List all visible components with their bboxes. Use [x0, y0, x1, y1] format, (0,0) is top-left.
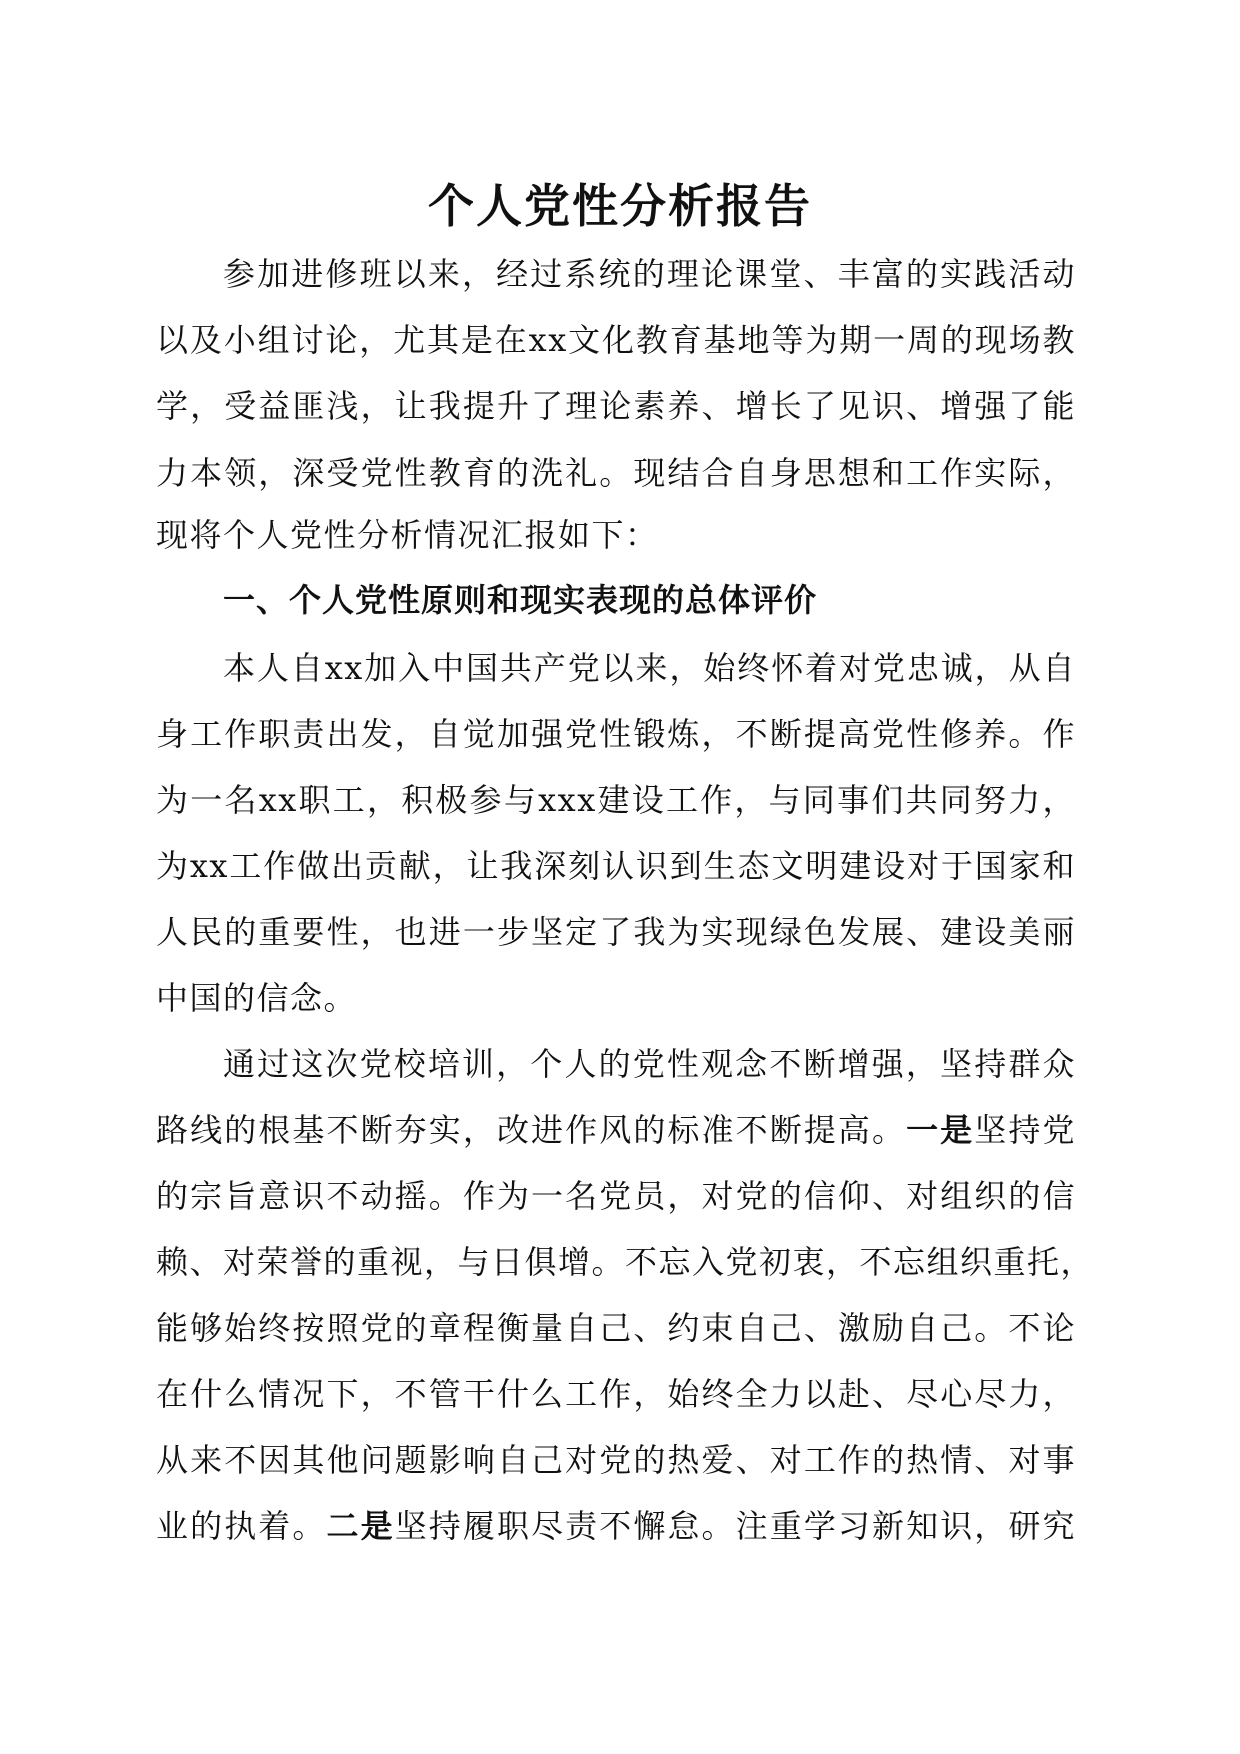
para2-line-3: 的宗旨意识不动摇。作为一名党员，对党的信仰、对组织的信 — [156, 1177, 1076, 1215]
para1-line-1: 本人自xx加入中国共产党以来，始终怀着对党忠诚，从自 — [223, 649, 1076, 687]
para2-line-4: 赖、对荣誉的重视，与日俱增。不忘入党初衷，不忘组织重托， — [156, 1243, 1095, 1281]
para2-line-2-text-a: 路线的根基不断夯实，改进作风的标准不断提高。 — [156, 1111, 907, 1149]
emphasis-first-point: 一是 — [906, 1111, 975, 1149]
para1-line-2: 身工作职责出发，自觉加强党性锻炼，不断提高党性修养。作 — [156, 715, 1076, 753]
para2-line-8-text-a: 业的执着。 — [156, 1507, 327, 1545]
intro-line-5: 现将个人党性分析情况汇报如下： — [156, 516, 659, 554]
emphasis-second-point: 二是 — [326, 1507, 395, 1545]
para2-line-1: 通过这次党校培训，个人的党性观念不断增强，坚持群众 — [223, 1045, 1076, 1083]
para2-line-6: 在什么情况下，不管干什么工作，始终全力以赴、尽心尽力， — [156, 1375, 1076, 1413]
intro-line-2: 以及小组讨论，尤其是在xx文化教育基地等为期一周的现场教 — [156, 321, 1076, 359]
intro-line-1: 参加进修班以来，经过系统的理论课堂、丰富的实践活动 — [223, 255, 1076, 293]
para2-line-2-text-b: 坚持党 — [974, 1111, 1076, 1149]
para2-line-7: 从来不因其他问题影响自己对党的热爱、对工作的热情、对事 — [156, 1441, 1076, 1479]
intro-line-4: 力本领，深受党性教育的洗礼。现结合自身思想和工作实际， — [156, 454, 1076, 492]
para2-line-8-text-b: 坚持履职尽责不懈怠。注重学习新知识，研究 — [394, 1507, 1076, 1545]
intro-line-3: 学，受益匪浅，让我提升了理论素养、增长了见识、增强了能 — [156, 387, 1076, 425]
para2-line-5: 能够始终按照党的章程衡量自己、约束自己、激励自己。不论 — [156, 1309, 1076, 1347]
para1-line-5: 人民的重要性，也进一步坚定了我为实现绿色发展、建设美丽 — [156, 913, 1076, 951]
section-heading: 一、个人党性原则和现实表现的总体评价 — [223, 581, 818, 619]
para1-line-4: 为xx工作做出贡献，让我深刻认识到生态文明建设对于国家和 — [156, 847, 1076, 885]
para1-line-6: 中国的信念。 — [156, 979, 358, 1017]
para1-line-3: 为一名xx职工，积极参与xxx建设工作，与同事们共同努力， — [156, 781, 1076, 819]
para2-line-8 — [156, 1504, 1076, 1548]
document-title: 个人党性分析报告 — [428, 179, 812, 233]
para2-line-2 — [156, 1108, 1076, 1152]
